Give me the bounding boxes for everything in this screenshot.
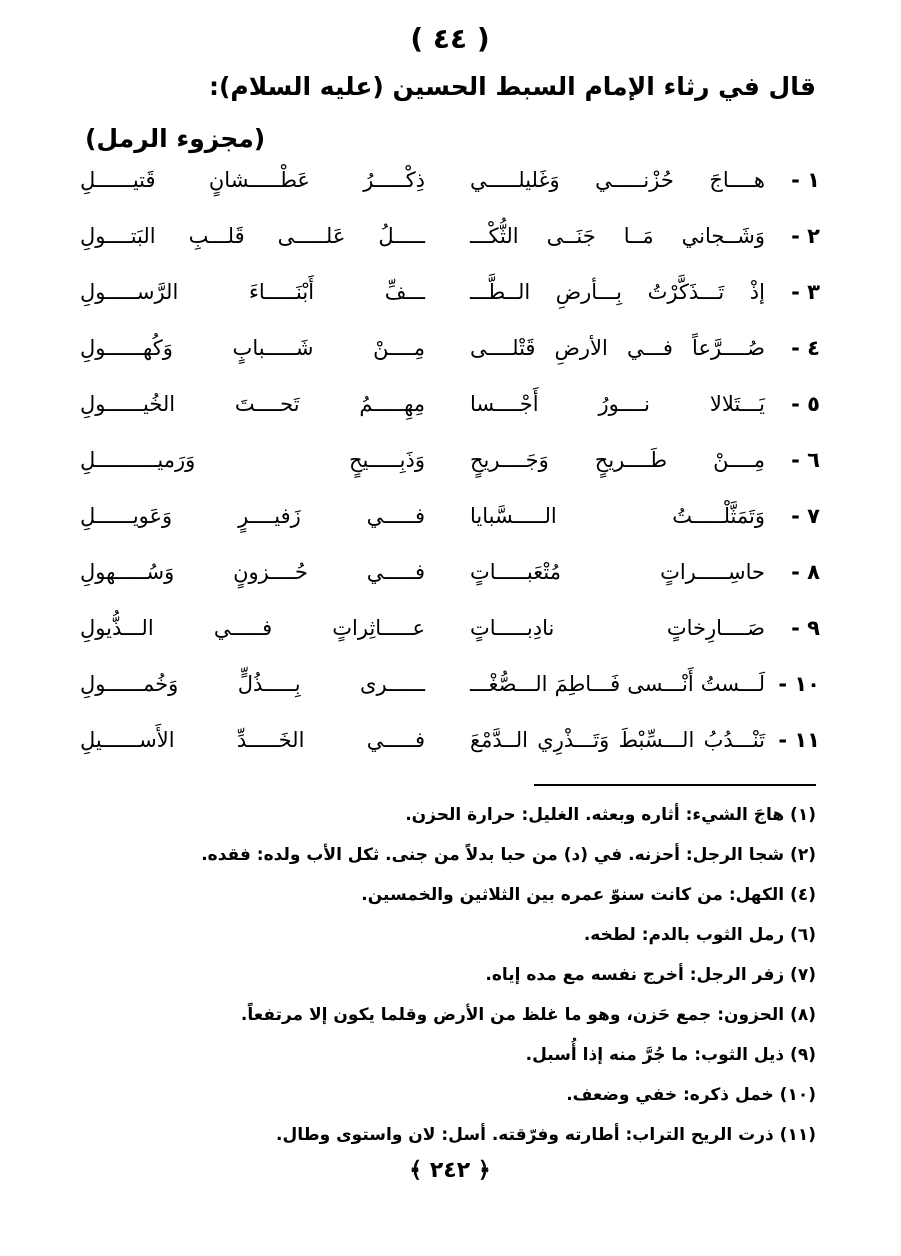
verse-number: ١٠ -: [778, 672, 820, 696]
verse-first-hemistich: يَـــتَلالا نــــورُ أَجْــــسا: [470, 392, 765, 416]
footnote-divider: [534, 784, 816, 786]
footnote: (٧) زفر الرجل: أخرج نفسه مع مده إياه.: [485, 965, 816, 985]
verse-number: ٧ -: [791, 504, 820, 528]
footnote: (٦) رمل الثوب بالدم: لطخه.: [583, 925, 816, 945]
verse: [80, 496, 820, 552]
verse-second-hemistich: فـــــي الخَـــــدِّ الأَســــــيلِ: [80, 728, 425, 752]
page-number: ﴿ ٢٤٢ ﴾: [409, 1158, 491, 1183]
verse: [80, 328, 820, 384]
footnote: (١٠) خمل ذكره: خفي وضعف.: [566, 1085, 816, 1105]
verse-second-hemistich: مِهِـــــمُ تَحــــتَ الخُيــــــولِ: [80, 392, 425, 416]
verse-number: ٥ -: [791, 392, 820, 416]
verse: [80, 272, 820, 328]
verse-first-hemistich: إذْ تَـــذَكَّرْتُ بِـــأرضِ الــطَّـــ: [470, 280, 765, 304]
verse-first-hemistich: وَتَمَثَّلْـــــتُ الـــــسَّبايا: [470, 504, 765, 528]
verse: [80, 160, 820, 216]
footnote: (١١) ذرت الريح التراب: أطارته وفرّقته. أسل: لان واستوى وطال.: [276, 1125, 816, 1145]
footnote: (١) هاجَ الشيء: أثاره وبعثه. الغليل: حرارة الحزن.: [405, 805, 816, 825]
footnote-list: [116, 805, 816, 1165]
verse-second-hemistich: فـــــي زَفيــــرٍ وَعَويــــــلِ: [80, 504, 425, 528]
verse: [80, 384, 820, 440]
verse: [80, 552, 820, 608]
footnote: (٨) الحزون: جمع حَزن، وهو ما غلظ من الأرض وقلما يكون إلا مرتفعاً.: [240, 1005, 816, 1025]
footnote: (٩) ذيل الثوب: ما جُرَّ منه إذا أُسبل.: [525, 1045, 816, 1065]
verse-first-hemistich: حاسِـــــراتٍ مُتْعَبـــــاتٍ: [470, 560, 765, 584]
verse-first-hemistich: هــــاجَ حُزْنـــــي وَغَليلـــــي: [470, 168, 765, 192]
verse-first-hemistich: صَــــارِخاتٍ نادِبـــــاتٍ: [470, 616, 765, 640]
verse-second-hemistich: ـــــلُ عَلـــــى قَلـــبِ البَتــــولِ: [80, 224, 425, 248]
poem-meter: (مجزوء الرمل): [85, 124, 266, 153]
footnote: (٤) الكهل: من كانت سنوّ عمره بين الثلاثين والخمسين.: [361, 885, 816, 905]
verse-first-hemistich: تَنْـــدُبُ الـــسِّبْطَ وَتَـــذْرِي الــدَّمْعَ: [470, 728, 765, 752]
verse: [80, 608, 820, 664]
verse-second-hemistich: ذِكْـــــرُ عَطْـــــشانٍ قَتيــــــلِ: [80, 168, 425, 192]
poem-number: ( ٤٤ ): [410, 22, 490, 55]
verse-number: ١ -: [791, 168, 820, 192]
verse-first-hemistich: وَشَــجاني مَــا جَنَــى الثُّكْـــ: [470, 224, 765, 248]
verse: [80, 720, 820, 776]
verse-list: [80, 160, 820, 776]
verse-first-hemistich: صُــــرَّعاً فـــي الأرضِ قَتْلــــى: [470, 336, 765, 360]
verse: [80, 440, 820, 496]
poem-heading: قال في رثاء الإمام السبط الحسين (عليه السلام):: [208, 72, 816, 101]
verse-second-hemistich: وَذَبِـــــيحٍ وَرَميــــــــــلِ: [80, 448, 425, 472]
verse-number: ٨ -: [791, 560, 820, 584]
verse-second-hemistich: مِــــنْ شَـــــبابٍ وَكُهــــــولِ: [80, 336, 425, 360]
verse-second-hemistich: عـــــاثِراتٍ فـــــي الـــذُّيولِ: [80, 616, 425, 640]
verse-second-hemistich: ــــــرى بِـــــذُلٍّ وَخُمــــــولِ: [80, 672, 425, 696]
verse-number: ١١ -: [778, 728, 820, 752]
verse-number: ٦ -: [791, 448, 820, 472]
verse-first-hemistich: مِــــنْ طَــــريحٍ وَجَــــريحٍ: [470, 448, 765, 472]
verse-number: ٢ -: [791, 224, 820, 248]
verse-second-hemistich: ـــفِّ أَبْنَـــــاءَ الرَّســـــولِ: [80, 280, 425, 304]
verse-number: ٩ -: [791, 616, 820, 640]
verse: [80, 216, 820, 272]
verse: [80, 664, 820, 720]
verse-second-hemistich: فـــــي حُــــزونٍ وَسُـــــهولِ: [80, 560, 425, 584]
verse-first-hemistich: لَـــستُ أَنْـــسى فَـــاطِمَ الـــصُّغْـــ: [470, 672, 765, 696]
verse-number: ٣ -: [791, 280, 820, 304]
verse-number: ٤ -: [791, 336, 820, 360]
footnote: (٢) شجا الرجل: أحزنه. في (د) من حبا بدلاً من جنى. ثكل الأب ولده: فقده.: [201, 845, 816, 865]
